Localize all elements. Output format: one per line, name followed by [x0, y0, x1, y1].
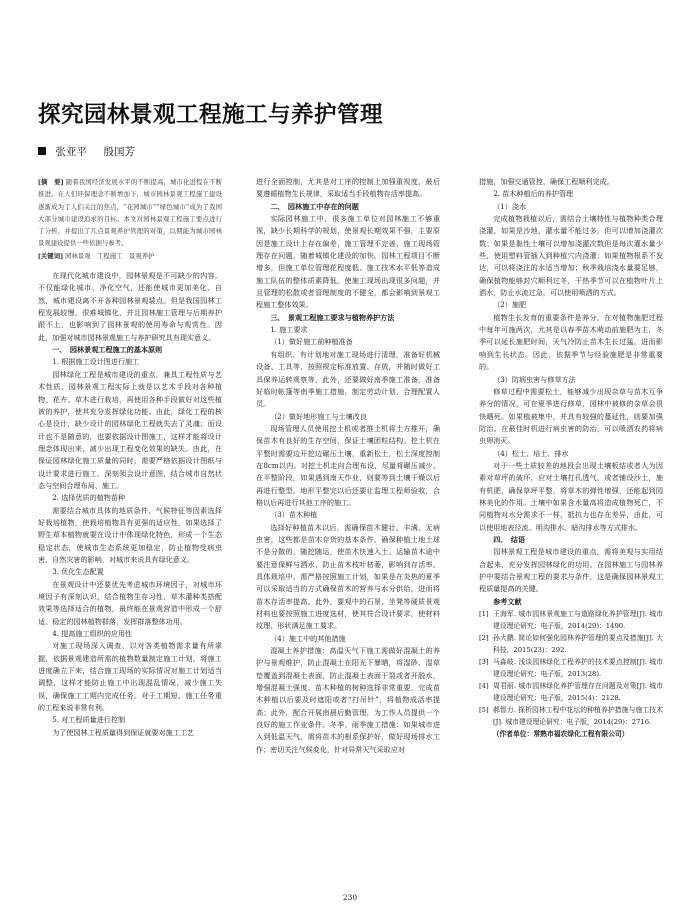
body-paragraph: 对施工现场深入调查，以对各类植物需求量有所掌握，依据景观建造所需的植物数量制定施工计划，将施工进度确立下来，结合施工现场的实际情况对施工计划适当调整，这样才能防止施工中出现混乱情况，减少施工失误，确保施工工期内完成任务。对于工期短、施工任务重的工程来说非常有利。 [38, 641, 222, 713]
body-paragraph: 选择好种植苗木以后，需确保苗木健壮、丰满、无病虫害，这些都是苗木存货的基本条件，确保种植土地土球不是分散的，随挖随运，使苗木快速入土。运输苗木途中要注意保鲜与洒水，防止苗木枝叶枯萎，影响到存活率。具体栽培中，需严格按照施工计划，如果是在炎热的夏季可以采取适当的方式确保苗木的营养与水分供给，进而将苗木存活率提高。此外，要观中的石景、坐凳等硬质景观材料也要按照施工进度选材，使其符合设计要求，使材料纹理、形状满足施工要求。 [256, 522, 440, 631]
subsection-heading: 1. 根据施工设计图进行施工 [52, 357, 140, 367]
body-paragraph: 完成植物栽植以后，需结合土壤特性与植物种类合理浇灌，如果是沙地，灌水量不能过多，但可以增加浇灌次数；如果是黏性土壤可以增加浇灌次数但是每次灌水量少些，使用塑料管插入到种植穴内浇灌；如果植物根系不发达，可以将浇注的水适当增加；秋季栽培浇水量要足够，确保植物能够封穴顺利过冬，干热季节可以在植物叶片上洒水，防止水流过急，可以使用喷洒的方式。 [479, 214, 663, 298]
body-paragraph: 进行全面控制，尤其是对工序的控制上加强重视度，最后要遵循植物生长规律，采取适当手段植物存活率提高。 [256, 177, 440, 199]
subsubsection-heading: （1）浇水 [493, 201, 527, 211]
references-heading: 参考文献 [493, 596, 522, 606]
abstract-block [38, 176, 222, 262]
article-title: 探究园林景观工程施工与养护管理 [38, 102, 384, 128]
reference-item: [1] 王海军. 城市园林景观施工与道路绿化养护管理[J]. 城市建设理论研究：电子版，2014(29)：1490. [479, 610, 663, 631]
reference-item: [3] 马淼岐. 浅谈园林绿化工程养护的技术要点控制[J]. 城市建设理论研究：电子版，2013(28). [479, 658, 663, 679]
reference-item: [5] 郝智力. 探析园林工程中花坛的种植养护措施与施工技术[J]. 城市建设理论研究：电子版，2014(29)：2716. [479, 706, 663, 727]
subsection-heading: 1. 施工要求 [270, 325, 308, 335]
subsubsection-heading: （1）做好施工前种植准备 [270, 337, 353, 347]
section-heading: 四、 结语 [493, 534, 526, 544]
subsection-heading: 3. 优化生态配置 [52, 567, 104, 577]
reference-item: [4] 周君丽. 城市园林绿化养护管理存在问题及对策[J]. 城市建设理论研究：电子版，2015(4)：2128. [479, 682, 663, 703]
subsubsection-heading: （3）防病虫害与修草方法 [493, 374, 576, 384]
body-paragraph: 措施，加强交通管控，确保工程顺利完成。 [479, 177, 614, 186]
body-paragraph: 修草过程中需要松土，能够减少出现杂草与苗木互争养分的情况，可在夏季进行修草，园林中被修的杂草会很快晒死。如果植被集中，并具有较强的蔓延性，则要加强防治。在最佳时机进行病虫害的防治，可以喷洒农药将病虫卵消灭。 [479, 386, 663, 446]
subsubsection-heading: （4）施工中的其他措施 [270, 633, 346, 643]
author-name: 张亚平 [55, 146, 87, 158]
keywords-label: [关键词] [38, 251, 64, 260]
abstract-label: [摘 要] [38, 178, 64, 186]
subsubsection-heading: （3）苗木种植 [270, 510, 318, 520]
subsubsection-heading: （2）施肥 [493, 300, 527, 310]
body-paragraph: 现场管理人员使用挖土机或者推土机将土方推开，确保苗木有良好的生存空间，保证土壤团粒结构。挖土机在平整时需要边开挖边碾压土壤，重新松土，松土深度控制在8cm以内。对挖土机走向合理布设，尽量将碾压减少。在平整阶段，如果遇到南天作业，则要等到土壤干燥以后再进行整型。地形平整完以后还要让监理工程师验收，合格以后再进行其他工序的施工。 [256, 423, 440, 507]
body-paragraph: 在现代化城市建设中，园林景观是不可缺少的内容，不仅能绿化城市、净化空气，还能使城市更加美化、自然，城市建设离不开各种园林景观装点。但是我国园林工程发展较慢，很难城镇化，并且园林施工管理与后期养护跟不上，也影响到了园林景观的使用寿命与观赏性。因此，加强对城市园林景观施工与养护研究具有现实意义。 [38, 271, 222, 342]
section-heading: 二、 园林施工中存在的问题 [270, 201, 359, 211]
body-paragraph: 植物生长发育的重要条件是养分，在对植物施肥过程中每年可施两次，尤其是以春季苗木萌动前施肥为主，冬季可以延长施肥时间，天气冷防止苗木生长过猛，进而影响到生长状态。因此，依据季节与经验施肥是非常重要的。 [479, 312, 663, 372]
body-paragraph: 对于一些土质较差的地段会出现土壤板结或者人为因素对草坪的破坏，应对土壤打孔透气，或者铺设沙土，施有机肥，确保草坪平整，将草木的弹性增强，还能起到园林美化的作用。土壤中如果含水量高将造成植物死亡，不同植物对水分需求不一样，抵抗力也存在差异，由此，可以使用地表径流、明沟排水、暗沟排水等方式排水。 [479, 460, 663, 532]
body-paragraph: 实际园林施工中，很多施工单位对园林施工不够重视，缺少长期科学的规划，使景观长期效果不强，主要原因是施工设计上存在偏差，施工管理不完善，施工现场管理存在问题，随着城镇化建设的加快，园林工程项目不断增多，但施工单位管理花程度低、施工技术水平低等造成施工队伍的整体质素降低。使施工现场出现很多问题，并且管理的松散或者管理制度的不健全，都会影响到景观工程施工整体效果。 [256, 214, 440, 310]
section-heading: 三、 景观工程施工要求与植物养护方法 [270, 312, 395, 322]
reference-item: [2] 孙大鹏. 简论如何强化园林养护管理的要点及措施[J]. 大科技，2015(23)：292. [479, 634, 663, 655]
keywords-text: 园林景观 工程施工 景观养护 [65, 251, 155, 260]
subsection-heading: 4. 提高施工组织的应用性 [52, 629, 133, 639]
page-number: 230 [342, 893, 358, 902]
subsubsection-heading: （4）松土、培土、排水 [493, 448, 569, 458]
body-paragraph: 为了使园林工程质量得到保证就要对施工工艺 [52, 727, 195, 737]
body-paragraph: 有组织、有计划地对施工现场进行清理，准备好机械设备、工具等，按照规定标准放置、存放，并随时做好工具保养运转观察等，此外，还要做好南季施工准备，准备好临时帐篷等南季施工措施，制定劳动计划，合理配置人员。 [256, 349, 440, 409]
subsection-heading: 2. 苗木种植后的养护管理 [493, 189, 574, 199]
author-line [38, 144, 135, 159]
subsection-heading: 5. 对工程质量进行控制 [52, 715, 126, 725]
column-1 [38, 176, 222, 739]
body-paragraph: 需要结合城市具体的地质条件、气候特征等因素选择好栽培植物，使栽培植物具有更强的适应性，如果选择了野生草本植物就要在设计中体现绿化特色，形成一个生态稳定状态，使城市生态系统更加稳定，防止植物受病虫害、自然灾害的影响，对城市来说具有绿化意义。 [38, 505, 222, 564]
subsection-heading: 2. 选择优质的植物苗种 [52, 493, 126, 503]
abstract-text: 随着我国经济发展水平的不断提高，城市化进程在不断推进。在人们环保理念不断增加下，城市园林景观工程施工建设逐渐成为了人们关注的焦点，“花园城市”“绿色城市”成为了我国大部分城市建设追求的目标。本文对园林景观工程施工要点进行了分析，并提出了几点景观养护管理的对策，以期能为城市园林景观建设提供一些依据与参考。 [38, 178, 223, 248]
bullet-square-icon [38, 147, 46, 155]
column-2 [256, 176, 440, 756]
body-paragraph: 混凝土养护措施：高温天气下施工需做好混凝土的养护与景观维护，防止混凝土在阳光下暴晒，将湿砂、湿草垫覆盖到混凝土表面，防止混凝土表面干裂或者开脱水，增强混凝土强度。苗木种植的树种选择非常重要，完成苗木种植以后要及时遮阳或者“打吊针”，将植物成活率提高；此外，配合开展南晨后勤管理，为工作人员提供一个良好的施工作业条件。冬季、雨季施工措施：如果城市进入到低温天气，需将苗木的根系保护好，做好现场排水工作；密切关注气候变化，针对异常天气采取应对 [256, 646, 440, 754]
author-name: 殷国芳 [103, 146, 136, 158]
column-3 [479, 176, 663, 740]
author-affiliation: （作者单位：常熟市福农绿化工程有限公司） [492, 730, 629, 739]
body-paragraph: 园林绿化工程是城市建设的重点，兼具工程性质与艺术性质，园林景观工程实际上就是以艺术手段对各种植物、花卉、草木进行栽培，再使用各种手段做好对这些植被的养护，使其充分发挥绿化功能。由此，绿化工程的核心是设计，缺少设计的园林绿化工程就失去了灵魂；而设计也不是随意的，也要依据设计图施工，这样才能将设计理念体现出来，减少出现工程变化效果的缺失。由此，在保证园林绿化施工质量的同时，需要严格依据设计图纸与设计要求进行施工，深刻领会设计意图，结合城市自然状态与空间合理布局、施工。 [38, 369, 222, 490]
section-heading: 一、 园林景观工程施工的基本原则 [52, 345, 163, 355]
body-paragraph: 在景观设计中还要优先考虑城市环境因子，对城市环境因子有深刻认识，结合植物生存习性、草木灌种类搭配效果等选择适合的植物，最终能在景观营造中形成一个舒适、稳定的园林植物群落，发挥群落整体功用。 [38, 579, 222, 626]
subsubsection-heading: （2）做好地形施工与土壤改良 [270, 411, 367, 421]
body-paragraph: 园林景观工程是城市建设的重点，需将美观与实用结合起来，充分发挥园林绿化的功用。在园林施工与园林养护中要结合景观工程的要求与条件，这是确保园林景观工程质量提高的关键。 [479, 547, 663, 594]
